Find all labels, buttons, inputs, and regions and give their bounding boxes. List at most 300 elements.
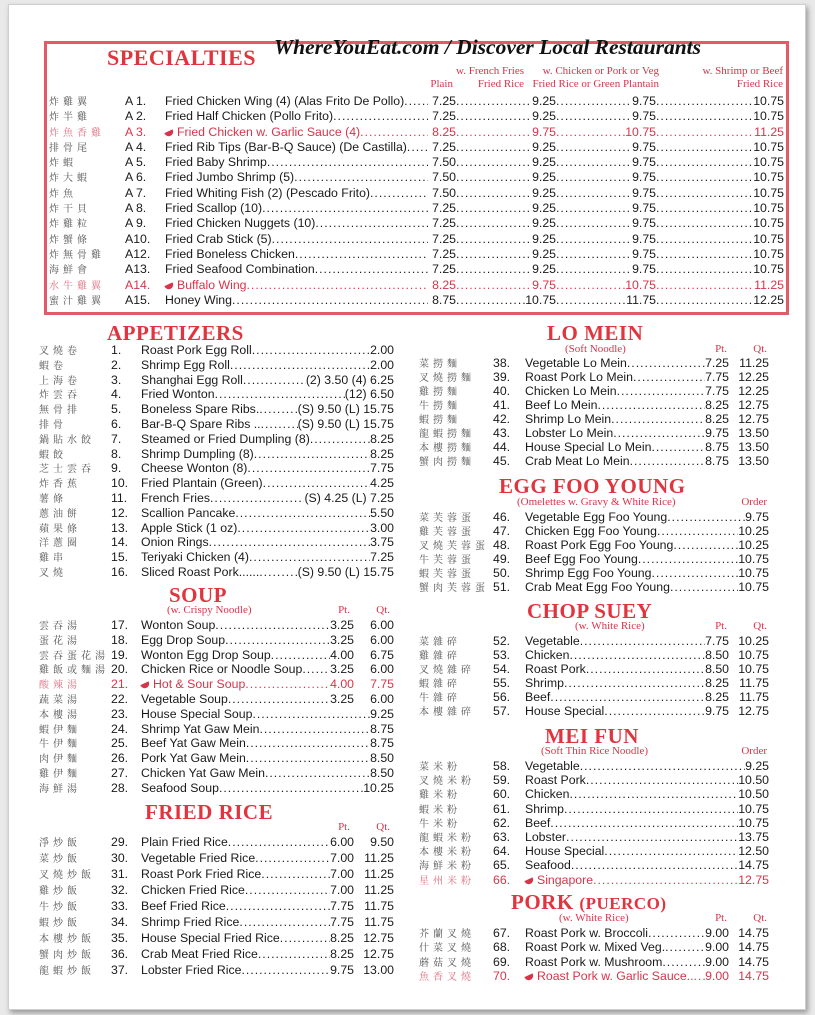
- item-number: 5.: [111, 402, 122, 417]
- price: 7.75: [330, 899, 354, 913]
- lo-mein-list: [419, 355, 769, 467]
- chinese-name: 海鮮會: [49, 265, 91, 277]
- item-number: 26.: [111, 751, 129, 766]
- chinese-name: 雞雜碎: [419, 651, 461, 662]
- dot-leader: [550, 690, 705, 704]
- price: 9.00: [705, 926, 729, 940]
- item-name: Seafood Soup: [141, 780, 219, 795]
- soup-subtitle: (w. Crispy Noodle): [167, 604, 252, 616]
- price: 8.50: [370, 765, 394, 780]
- dot-leader: [215, 387, 345, 401]
- chinese-name: 菜撈麵: [419, 359, 461, 370]
- chinese-name: 炸無骨雞: [49, 249, 105, 261]
- price: 12.75: [363, 947, 394, 961]
- price: 7.25: [432, 262, 456, 277]
- price: 12.75: [738, 412, 769, 426]
- price: 9.75: [632, 109, 656, 124]
- chinese-name: 蛋花湯: [39, 635, 81, 647]
- dot-leader: [456, 155, 532, 169]
- price: 7.00: [330, 883, 354, 897]
- chinese-name: 叉燒撈麵: [419, 373, 475, 384]
- dot-leader: [611, 412, 705, 426]
- item-name: Shrimp Lo Mein: [525, 412, 612, 426]
- menu-item: [419, 703, 769, 717]
- dot-leader: [662, 955, 705, 969]
- price-cell: [656, 278, 784, 292]
- chinese-name: 蜜汁雞翼: [49, 295, 105, 307]
- price: 8.25: [705, 412, 729, 426]
- dot-leader: [245, 677, 330, 691]
- pork-header-pt: Pt.: [715, 912, 727, 924]
- item-name: Roast Pork Egg Roll: [141, 343, 252, 357]
- item-number: 22.: [111, 691, 129, 706]
- menu-item: [39, 416, 394, 431]
- price: 7.00: [330, 851, 354, 865]
- fried-rice-header-pt: Pt.: [338, 821, 350, 833]
- menu-item: [419, 661, 769, 675]
- chinese-name: 海鮮湯: [39, 783, 81, 795]
- menu-item: [419, 383, 769, 397]
- item-name: Chicken: [525, 648, 570, 662]
- dot-leader: [556, 232, 632, 246]
- menu-item: [39, 898, 394, 914]
- chinese-name: 本樓湯: [39, 709, 81, 721]
- item-name: Fried Chicken w. Garlic Sauce (4): [177, 124, 361, 139]
- price: 7.25: [705, 356, 729, 370]
- chinese-name: 雲吞蛋花湯: [39, 650, 109, 662]
- item-number: A 6.: [125, 170, 147, 185]
- item-name: Shrimp Fried Rice: [141, 915, 240, 929]
- price: 10.75: [738, 566, 769, 580]
- item-name: Hot & Sour Soup: [153, 677, 246, 692]
- item-number: 65.: [493, 858, 511, 873]
- price: 9.25: [532, 246, 556, 261]
- price: 10.25: [738, 524, 769, 538]
- price-cell: [656, 94, 784, 108]
- mei-fun-header-order: Order: [741, 745, 767, 757]
- item-number: 57.: [493, 704, 511, 718]
- menu-item: [39, 750, 394, 765]
- price: 11.75: [739, 676, 769, 690]
- item-name: Roast Pork Lo Mein: [525, 370, 633, 384]
- item-number: A 3.: [125, 124, 147, 139]
- item-number: 44.: [493, 440, 511, 454]
- soup-header-pt: Pt.: [338, 604, 350, 616]
- item-name: Fried Half Chicken (Pollo Frito): [165, 109, 334, 124]
- dot-leader: [586, 662, 705, 676]
- price-cell: [556, 293, 656, 307]
- price-cell: [456, 94, 556, 108]
- menu-item: [419, 509, 769, 523]
- dot-leader: [261, 867, 330, 881]
- menu-item: [419, 565, 769, 579]
- dot-leader: [246, 751, 370, 765]
- menu-item: [49, 124, 784, 139]
- menu-item: [49, 261, 784, 276]
- price-cell: [656, 201, 784, 215]
- dot-leader: [656, 140, 753, 154]
- chinese-name: 蘋果條: [39, 523, 81, 535]
- dot-leader: [265, 766, 370, 780]
- price: 9.75: [632, 185, 656, 200]
- chinese-name: 牛撈麵: [419, 401, 461, 412]
- price-cell: [656, 170, 784, 184]
- price: 14.75: [738, 968, 769, 983]
- price: 7.75: [705, 370, 729, 384]
- menu-item: [419, 954, 769, 968]
- item-name: Beef Lo Mein: [525, 398, 598, 412]
- fried-rice-list: [39, 834, 394, 978]
- chinese-name: 水牛雞翼: [49, 280, 105, 292]
- watermark-text: WhereYouEat.com / Discover Local Restaurants: [274, 35, 702, 59]
- dot-leader: [247, 278, 429, 292]
- price-cell: [456, 140, 556, 154]
- price: 6.00: [330, 835, 354, 849]
- dot-leader: [556, 170, 632, 184]
- dot-leader: [237, 521, 370, 535]
- chinese-name: 牛炒飯: [39, 902, 81, 913]
- chinese-name: 菜米粉: [419, 762, 461, 773]
- menu-item: [39, 490, 394, 505]
- dot-leader: [456, 216, 532, 230]
- price: 3.00: [370, 520, 394, 535]
- chinese-name: 蟹肉炒飯: [39, 950, 95, 961]
- price: 11.75: [364, 899, 394, 913]
- item-number: 9.: [111, 461, 122, 476]
- price: (2) 3.50 (4) 6.25: [305, 372, 394, 387]
- chinese-name: 炸蟹條: [49, 234, 91, 246]
- dot-leader: [230, 358, 370, 372]
- chinese-name: 炸香蕉: [39, 479, 81, 491]
- dot-leader: [656, 247, 753, 261]
- chinese-name: 芥蘭叉燒: [419, 929, 475, 940]
- dot-leader: [370, 186, 428, 200]
- item-name: Beef Egg Foo Young: [525, 552, 638, 566]
- chinese-name: 本樓炒飯: [39, 934, 95, 945]
- price-cell: [456, 109, 556, 123]
- price: 9.75: [705, 426, 729, 440]
- chinese-name: 雞撈麵: [419, 387, 461, 398]
- menu-item: [39, 386, 394, 401]
- chinese-name: 淨炒飯: [39, 838, 81, 849]
- dot-leader: [225, 633, 330, 647]
- item-name: Shrimp: [525, 801, 564, 816]
- item-name: Fried Scallop (10): [165, 201, 263, 216]
- menu-item: [419, 689, 769, 703]
- item-number: 51.: [493, 580, 511, 594]
- dot-leader: [267, 155, 428, 169]
- dot-leader: [456, 293, 525, 307]
- price: 8.25: [330, 931, 354, 945]
- menu-item: [39, 914, 394, 930]
- price-cell: [656, 262, 784, 276]
- dot-leader: [627, 356, 705, 370]
- item-number: 49.: [493, 552, 511, 566]
- item-number: 41.: [493, 398, 511, 412]
- item-name: Buffalo Wing: [177, 277, 247, 292]
- mei-fun-list: [419, 758, 769, 886]
- item-number: 68.: [493, 940, 511, 955]
- appetizers-list: [39, 342, 394, 579]
- item-name: Crab Meat Lo Mein: [525, 454, 630, 468]
- item-name: House Special Lo Mein: [525, 440, 652, 454]
- item-name: Shrimp: [525, 676, 564, 690]
- menu-item: [419, 425, 769, 439]
- price: 11.75: [739, 690, 769, 704]
- price: 9.75: [632, 231, 656, 246]
- price: 9.75: [632, 262, 656, 277]
- chinese-name: 炸大蝦: [49, 173, 91, 185]
- chinese-name: 鍋貼水餃: [39, 434, 95, 446]
- item-number: 55.: [493, 676, 511, 690]
- appetizers-title: APPETIZERS: [107, 321, 244, 345]
- item-name: Roast Pork: [525, 773, 586, 788]
- price-cell: [456, 232, 556, 246]
- chinese-name: 蔥油餅: [39, 508, 81, 520]
- price: 10.75: [753, 246, 784, 261]
- price: 12.75: [738, 704, 769, 718]
- dot-leader: [245, 883, 330, 897]
- chop-suey-subtitle: (w. White Rice): [575, 620, 645, 632]
- price-cell: [556, 232, 656, 246]
- chinese-name: 排骨尾: [49, 142, 91, 154]
- item-name: Egg Drop Soup: [141, 632, 226, 647]
- price: 10.75: [753, 216, 784, 231]
- col-header-chicken-pork: w. Chicken or Pork or Veg Fried Rice or Green Plantain: [532, 65, 659, 90]
- item-number: 2.: [111, 357, 122, 372]
- price: 11.25: [754, 277, 784, 292]
- price: 12.25: [738, 370, 769, 384]
- price: 5.50: [370, 505, 394, 520]
- dot-leader: [564, 802, 738, 816]
- item-name: House Special: [525, 704, 605, 718]
- dot-leader: [556, 125, 625, 139]
- item-number: 1.: [111, 343, 122, 357]
- chinese-name: 龍蝦撈麵: [419, 429, 475, 440]
- dot-leader: [280, 931, 330, 945]
- pork-list: [419, 925, 769, 982]
- menu-item: [419, 439, 769, 453]
- item-name: Chicken Fried Rice: [141, 883, 245, 897]
- hot-pepper-icon: [164, 282, 174, 290]
- chinese-name: 蟹肉撈麵: [419, 457, 475, 468]
- item-number: 37.: [111, 963, 129, 977]
- col-header-plain: Plain: [430, 78, 453, 90]
- price: 11.75: [626, 292, 656, 307]
- price: 7.25: [432, 216, 456, 231]
- menu-item: [419, 397, 769, 411]
- price: 11.25: [739, 356, 769, 370]
- item-number: A12.: [125, 246, 151, 261]
- dot-leader: [564, 676, 705, 690]
- price: 8.25: [330, 947, 354, 961]
- price: 14.75: [738, 926, 769, 940]
- price-cell: [456, 186, 556, 200]
- dot-leader: [656, 109, 753, 123]
- item-number: 50.: [493, 566, 511, 580]
- menu-item: [419, 801, 769, 815]
- dot-leader: [556, 155, 632, 169]
- price-cell: [556, 140, 656, 154]
- item-number: 20.: [111, 662, 129, 677]
- dot-leader: [656, 94, 753, 108]
- chinese-name: 牛雜碎: [419, 693, 461, 704]
- item-number: 67.: [493, 926, 511, 940]
- price: 10.75: [753, 185, 784, 200]
- price: 9.25: [532, 185, 556, 200]
- dot-leader: [556, 293, 626, 307]
- price-cell: [456, 247, 556, 261]
- price: 8.75: [432, 292, 456, 307]
- chinese-name: 蝦伊麵: [39, 724, 81, 736]
- item-name: Lobster Lo Mein: [525, 426, 614, 440]
- price: 12.75: [363, 931, 394, 945]
- specialties-list: [49, 93, 784, 307]
- price-cell: [656, 293, 784, 307]
- item-number: A 2.: [125, 109, 147, 124]
- price: 9.25: [532, 262, 556, 277]
- item-name: Fried Whiting Fish (2) (Pescado Frito): [165, 185, 371, 200]
- fried-rice-title: FRIED RICE: [145, 800, 274, 824]
- chinese-name: 叉燒: [39, 567, 67, 579]
- dot-leader: [456, 109, 532, 123]
- chinese-name: 上海卷: [39, 375, 81, 387]
- price: 10.75: [753, 231, 784, 246]
- chinese-name: 蝦雜碎: [419, 679, 461, 690]
- item-number: A 9.: [125, 216, 147, 231]
- chinese-name: 蝦撈麵: [419, 415, 461, 426]
- dot-leader: [243, 373, 306, 387]
- price-cell: [456, 262, 556, 276]
- menu-item: [39, 372, 394, 387]
- item-name: Vegetable Egg Foo Young: [525, 510, 668, 524]
- price: 10.25: [363, 780, 394, 795]
- dot-leader: [456, 94, 532, 108]
- price: 10.75: [625, 277, 656, 292]
- dot-leader: [271, 648, 330, 662]
- chinese-name: 薯條: [39, 493, 67, 505]
- pork-header-qt: Qt.: [753, 912, 767, 924]
- dot-leader: [656, 278, 754, 292]
- menu-item: [419, 411, 769, 425]
- dot-leader: [694, 969, 706, 983]
- chinese-name: 洋蔥圈: [39, 538, 81, 550]
- price: 8.75: [370, 721, 394, 736]
- price: 8.50: [705, 648, 729, 662]
- soup-title: SOUP: [169, 583, 228, 607]
- item-name: Wonton Egg Drop Soup: [141, 647, 271, 662]
- price-cell: [656, 109, 784, 123]
- item-name: Shrimp Dumpling (8): [141, 446, 254, 461]
- dot-leader: [228, 835, 330, 849]
- chinese-name: 本樓撈麵: [419, 443, 475, 454]
- item-name: Lobster: [525, 829, 567, 844]
- dot-leader: [456, 201, 532, 215]
- menu-item: [39, 647, 394, 662]
- price: 12.75: [738, 398, 769, 412]
- menu-item: [39, 691, 394, 706]
- dot-leader: [246, 736, 370, 750]
- price: 7.50: [432, 170, 456, 185]
- dot-leader: [360, 125, 428, 139]
- menu-item: [39, 735, 394, 750]
- dot-leader: [630, 454, 705, 468]
- price-cell: [456, 201, 556, 215]
- chinese-name: 牛米粉: [419, 818, 461, 830]
- price: 7.25: [432, 201, 456, 216]
- item-number: 54.: [493, 662, 511, 676]
- dot-leader: [556, 247, 632, 261]
- menu-page: [8, 4, 806, 1010]
- chinese-name: 叉燒雜碎: [419, 665, 475, 676]
- pork-subtitle: (w. White Rice): [559, 912, 629, 924]
- item-name: Scallion Pancake: [141, 505, 236, 520]
- menu-item: [419, 772, 769, 786]
- dot-leader: [315, 262, 428, 276]
- menu-item: [39, 342, 394, 357]
- dot-leader: [294, 170, 428, 184]
- menu-item: [39, 564, 394, 579]
- menu-item: [39, 549, 394, 564]
- item-number: 45.: [493, 454, 511, 468]
- price: 8.25: [705, 398, 729, 412]
- chinese-name: 本樓雜碎: [419, 707, 475, 718]
- price: 10.75: [738, 662, 769, 676]
- price: 11.25: [364, 851, 394, 865]
- item-number: 7.: [111, 431, 122, 446]
- price: 8.75: [370, 736, 394, 751]
- price: 11.25: [754, 124, 784, 139]
- dot-leader: [407, 140, 428, 154]
- chop-suey-title: CHOP SUEY: [527, 599, 653, 623]
- price-cell: [556, 170, 656, 184]
- price-cell: [556, 262, 656, 276]
- menu-item: [39, 834, 394, 850]
- chinese-name: 叉燒芙蓉蛋: [419, 541, 489, 552]
- price: 9.75: [330, 963, 354, 977]
- price-cell: [556, 155, 656, 169]
- item-number: 30.: [111, 851, 129, 865]
- menu-item: [39, 505, 394, 520]
- item-number: A14.: [125, 277, 151, 292]
- item-name: Fried Plantain (Green): [141, 476, 263, 491]
- price: 9.75: [705, 704, 729, 718]
- price: 9.00: [705, 968, 729, 983]
- price: 7.25: [432, 231, 456, 246]
- chinese-name: 龍蝦炒飯: [39, 966, 95, 977]
- menu-item: [419, 647, 769, 661]
- price: 9.75: [632, 139, 656, 154]
- menu-item: [39, 676, 394, 691]
- soup-list: [39, 617, 394, 795]
- menu-item: [419, 537, 769, 551]
- price: 9.75: [632, 170, 656, 185]
- dot-leader: [673, 538, 738, 552]
- item-number: 48.: [493, 538, 511, 552]
- price: 3.25: [330, 691, 354, 706]
- chinese-name: 牛伊麵: [39, 739, 81, 751]
- price: 9.75: [532, 124, 556, 139]
- dot-leader: [556, 140, 632, 154]
- menu-item: [39, 946, 394, 962]
- price: 10.75: [753, 139, 784, 154]
- price: 13.50: [738, 426, 769, 440]
- price: 8.25: [370, 431, 394, 446]
- dot-leader: [456, 186, 532, 200]
- item-number: 14.: [111, 535, 129, 550]
- menu-item: [39, 661, 394, 676]
- price: 10.75: [738, 580, 769, 594]
